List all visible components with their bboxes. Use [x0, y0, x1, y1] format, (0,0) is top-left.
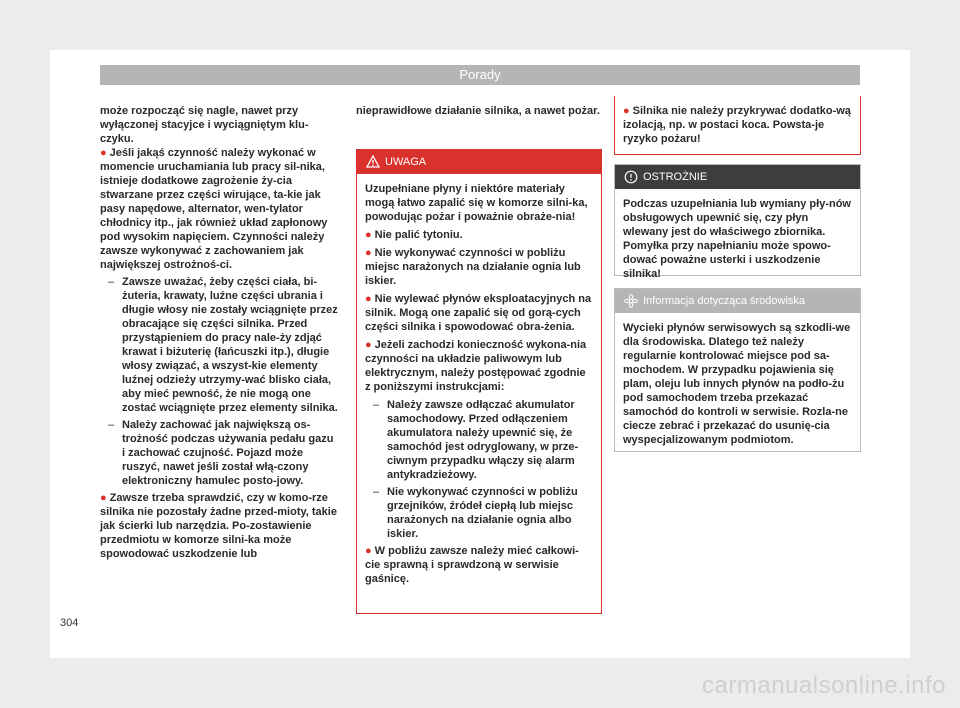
environment-text: Wycieki płynów serwisowych są szkodli-we dla środowiska. Dlatego też należy regularnie kontrolować miejsce pod sa-mochodem. W przypadku pojawienia się plam, oleju lub innych płynów na podło-żu pod samochodem trzeba przekazać samochód do kontroli w serwisie. Rozla-ne ciecze zebrać i przekazać do usunię-cia wyspecjalizowanym podmiotom.	[623, 322, 851, 446]
leaf-icon	[624, 294, 638, 308]
dash-icon: –	[108, 419, 115, 431]
dash-item	[100, 275, 338, 415]
dash-item	[100, 418, 338, 488]
bullet-item	[365, 292, 593, 334]
bullet-dot-icon: ●	[365, 545, 372, 557]
bullet-text: Zawsze trzeba sprawdzić, czy w komo-rze silnika nie pozostały żadne przed-mioty, takie jak ścierki lub narzędzia. Po-zostawienie przedmiotu w komorze silni-ka może spowodować uszkodzenie lub	[100, 492, 337, 560]
dash-item	[365, 398, 593, 482]
dash-item	[365, 485, 593, 541]
environment-header	[615, 289, 860, 313]
environment-title: Informacja dotycząca środowiska	[643, 295, 806, 307]
caution-text: Podczas uzupełniania lub wymiany pły-nów obsługowych upewnić się, czy płyn wlewany jest do właściwego zbiornika. Pomyłka przy napełnianiu może spowo-dować poważne usterki i uszkodzenie silnika!	[623, 198, 851, 280]
dash-text: Zawsze uważać, żeby części ciała, bi-żuteria, krawaty, luźne części ubrania i długie włosy nie zostały wciągnięte przez obracające się części silnika. Przed przystąpieniem do pracy nale-ży zdjąć krawat i biżuterię (łańcuszki itp.), długie włosy związać, a wszyst-kie elementy luźnej odzieży utrzymy-wać blisko ciała, aby mieć pewność, że nie mogą one zostać wciągnięte przez elementy silnika.	[122, 276, 338, 414]
dash-icon: –	[108, 276, 115, 288]
bullet-dot-icon: ●	[365, 247, 372, 259]
warning-triangle-icon	[366, 155, 380, 168]
warning-body	[357, 174, 601, 596]
dash-text: Należy zachować jak największą os-trożność podczas używania pedału gazu i zachować czujność. Pojazd może ruszyć, nawet jeśli został włą-czony elektroniczny hamulec posto-jowy.	[122, 419, 334, 487]
warning-intro: Uzupełniane płyny i niektóre materiały mogą łatwo zapalić się w komorze silni-ka, powodując pożar i poważnie obraże-nia!	[365, 183, 588, 223]
bullet-item	[365, 246, 593, 288]
exclamation-circle-icon	[624, 170, 638, 184]
bullet-item	[100, 146, 338, 272]
bullet-text: Jeżeli zachodzi konieczność wykona-nia czynności na układzie paliwowym lub elektrycznym, należy postępować zgodnie z poniższymi instrukcjami:	[365, 339, 587, 393]
bullet-text: Silnika nie należy przykrywać dodatko-wą izolacją, np. w postaci koca. Powsta-je ryzyko pożaru!	[623, 105, 851, 145]
paragraph-continuation: nieprawidłowe działanie silnika, a nawet pożar.	[356, 105, 600, 117]
caution-header	[615, 165, 860, 189]
bullet-text: Nie wylewać płynów eksploatacyjnych na silnik. Mogą one zapalić się od gorą-cych części silnika i spowodować obra-żenia.	[365, 293, 592, 333]
caution-box	[614, 164, 861, 280]
environment-body	[615, 313, 860, 457]
bullet-dot-icon: ●	[100, 147, 107, 159]
bullet-dot-icon: ●	[623, 105, 630, 117]
bullet-dot-icon: ●	[100, 492, 107, 504]
warning-title: UWAGA	[385, 156, 427, 168]
column-left	[100, 104, 338, 561]
bullet-dot-icon: ●	[365, 229, 372, 241]
bullet-text: Jeśli jakąś czynność należy wykonać w momencie uruchamiania lub pracy sil-nika, istnieje dodatkowe zagrożenie ży-cia stwarzane przez części wirujące, ta-kie jak pasy napędowe, alternator, wen-tylator chłodnicy itp., jak również układ zapłonowy pod wysokim napięciem. Czynności należy zawsze wykonywać z zachowaniem jak największej ostrożnoś-ci.	[100, 147, 328, 271]
bullet-item	[365, 544, 593, 586]
bullet-text: Nie palić tytoniu.	[374, 229, 463, 241]
warning-continued-body	[615, 96, 860, 156]
bullet-text: W pobliżu zawsze należy mieć całkowi-cie sprawną i sprawdzoną w serwisie gaśnicę.	[365, 545, 579, 585]
bullet-item	[623, 104, 852, 146]
page-number: 304	[60, 617, 79, 629]
bullet-item	[365, 228, 593, 242]
column-middle	[356, 104, 600, 118]
warning-header	[357, 150, 601, 174]
dash-icon: –	[373, 399, 380, 411]
bullet-item	[100, 491, 338, 561]
bullet-dot-icon: ●	[365, 293, 372, 305]
dash-text: Należy zawsze odłączać akumulator samochodowy. Przed odłączeniem akumulatora należy upewnić się, że samochód jest odryglowany, w prze-ciwnym przypadku włączy się alarm antykradzieżowy.	[387, 399, 579, 481]
section-header: Porady	[100, 65, 860, 85]
paragraph-intro: może rozpocząć się nagle, nawet przy wyłączonej stacyjce i wyciągniętym klu-czyku.	[100, 105, 309, 145]
watermark-text: carmanualsonline.info	[702, 672, 946, 699]
caution-body	[615, 189, 860, 291]
environment-box	[614, 288, 861, 452]
caution-title: OSTROŻNIE	[643, 171, 708, 183]
bullet-dot-icon: ●	[365, 339, 372, 351]
dash-icon: –	[373, 486, 380, 498]
dash-text: Nie wykonywać czynności w pobliżu grzejników, źródeł ciepłą lub miejsc narażonych na działanie ognia albo iskier.	[387, 486, 578, 540]
warning-box-continued	[614, 96, 861, 155]
warning-box	[356, 149, 602, 614]
bullet-text: Nie wykonywać czynności w pobliżu miejsc narażonych na działanie ognia lub iskier.	[365, 247, 581, 287]
bullet-item	[365, 338, 593, 394]
